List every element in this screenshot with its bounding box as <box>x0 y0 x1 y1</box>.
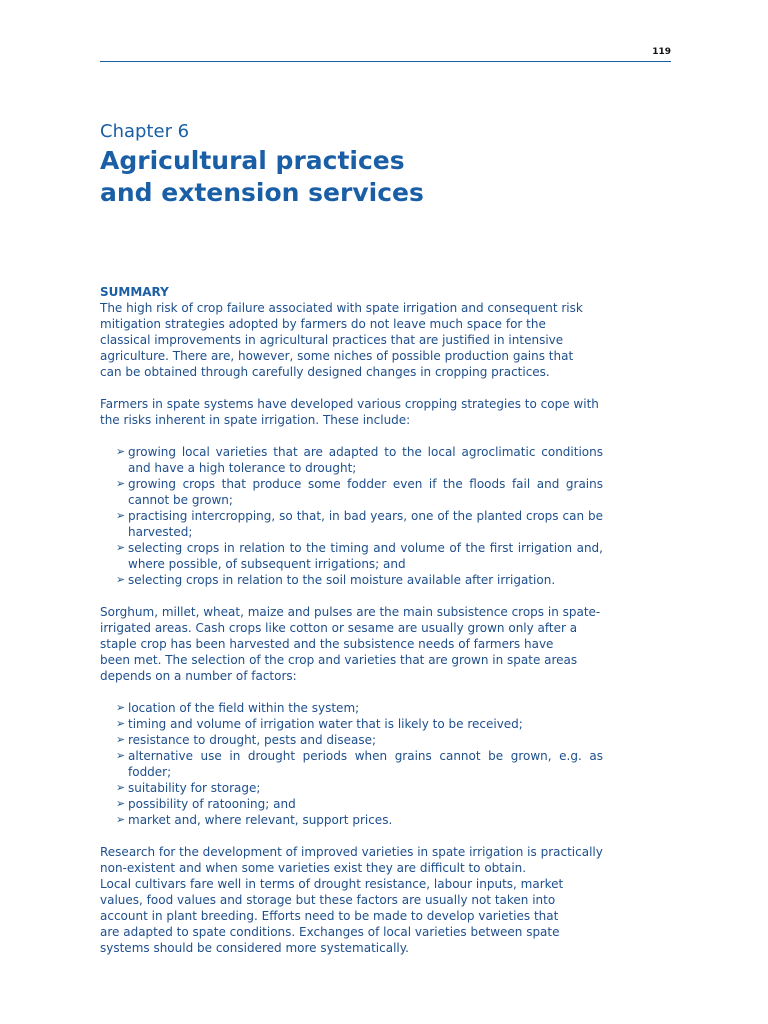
strategies-list <box>100 444 603 588</box>
chapter-title-line: Agricultural practices <box>100 146 405 175</box>
list-item: ➢ selecting crops in relation to the soil moisture available after irrigation. <box>116 573 556 587</box>
chapter-label: Chapter 6 <box>100 121 190 142</box>
paragraph-line: The high risk of crop failure associated with spate irrigation and consequent risk <box>100 301 583 315</box>
list-item: ➢ timing and volume of irrigation water that is likely to be received; <box>116 717 523 731</box>
arrow-bullet-icon: ➢ <box>116 477 126 490</box>
summary-heading: SUMMARY <box>100 285 169 299</box>
arrow-bullet-icon: ➢ <box>116 717 126 730</box>
paragraph-line: Sorghum, millet, wheat, maize and pulses are the main subsistence crops in spate- <box>100 605 601 619</box>
chapter-title <box>100 145 660 209</box>
arrow-bullet-icon: ➢ <box>116 541 126 554</box>
list-item: ➢ possibility of ratooning; and <box>116 797 296 811</box>
paragraph-line: values, food values and storage but these factors are usually not taken into <box>100 893 556 907</box>
list-item: ➢ selecting crops in relation to the timing and volume of the first irrigation and, where possible, of subsequent irrigations; and <box>116 541 603 571</box>
paragraph-line: irrigated areas. Cash crops like cotton or sesame are usually grown only after a <box>100 621 578 635</box>
paragraph-line: can be obtained through carefully designed changes in cropping practices. <box>100 365 550 379</box>
paragraph-line: account in plant breeding. Efforts need to be made to develop varieties that <box>100 909 559 923</box>
paragraph-line: are adapted to spate conditions. Exchanges of local varieties between spate <box>100 925 560 939</box>
paragraph <box>100 604 603 684</box>
list-item: ➢ growing local varieties that are adapted to the local agroclimatic conditions and have a high tolerance to drought; <box>116 445 603 475</box>
list-item: ➢ suitability for storage; <box>116 781 261 795</box>
list-item: ➢ market and, where relevant, support prices. <box>116 813 393 827</box>
paragraph-line: Research for the development of improved varieties in spate irrigation is practically <box>100 845 603 859</box>
arrow-bullet-icon: ➢ <box>116 509 126 522</box>
chapter-title-line: and extension services <box>100 178 424 207</box>
paragraph-line: been met. The selection of the crop and varieties that are grown in spate areas <box>100 653 578 667</box>
paragraph <box>100 396 603 428</box>
list-item: ➢ alternative use in drought periods when grains cannot be grown, e.g. as fodder; <box>116 749 603 779</box>
list-item: ➢ resistance to drought, pests and disease; <box>116 733 377 747</box>
arrow-bullet-icon: ➢ <box>116 701 126 714</box>
list-item: ➢ practising intercropping, so that, in bad years, one of the planted crops can be harvested; <box>116 509 603 539</box>
arrow-bullet-icon: ➢ <box>116 445 126 458</box>
list-item: ➢ growing crops that produce some fodder even if the floods fail and grains cannot be grown; <box>116 477 603 507</box>
factors-list <box>100 700 603 828</box>
paragraph-line: Farmers in spate systems have developed various cropping strategies to cope with <box>100 397 599 411</box>
paragraph-line: Local cultivars fare well in terms of drought resistance, labour inputs, market <box>100 877 564 891</box>
arrow-bullet-icon: ➢ <box>116 573 126 586</box>
paragraph-line: staple crop has been harvested and the subsistence needs of farmers have <box>100 637 554 651</box>
list-item: ➢ location of the field within the system; <box>116 701 360 715</box>
paragraph-line: systems should be considered more systematically. <box>100 941 409 955</box>
header-rule <box>100 61 671 62</box>
paragraph-line: depends on a number of factors: <box>100 669 297 683</box>
arrow-bullet-icon: ➢ <box>116 733 126 746</box>
paragraph-line: agriculture. There are, however, some niches of possible production gains that <box>100 349 574 363</box>
arrow-bullet-icon: ➢ <box>116 797 126 810</box>
paragraph <box>100 844 603 956</box>
arrow-bullet-icon: ➢ <box>116 813 126 826</box>
paragraph-line: non-existent and when some varieties exist they are difficult to obtain. <box>100 861 527 875</box>
arrow-bullet-icon: ➢ <box>116 781 126 794</box>
paragraph-line: mitigation strategies adopted by farmers do not leave much space for the <box>100 317 546 331</box>
paragraph-line: the risks inherent in spate irrigation. These include: <box>100 413 411 427</box>
arrow-bullet-icon: ➢ <box>116 749 126 762</box>
page-number: 119 <box>652 47 671 57</box>
chapter-body <box>100 284 603 972</box>
paragraph-line: classical improvements in agricultural practices that are justified in intensive <box>100 333 564 347</box>
paragraph <box>100 300 603 380</box>
